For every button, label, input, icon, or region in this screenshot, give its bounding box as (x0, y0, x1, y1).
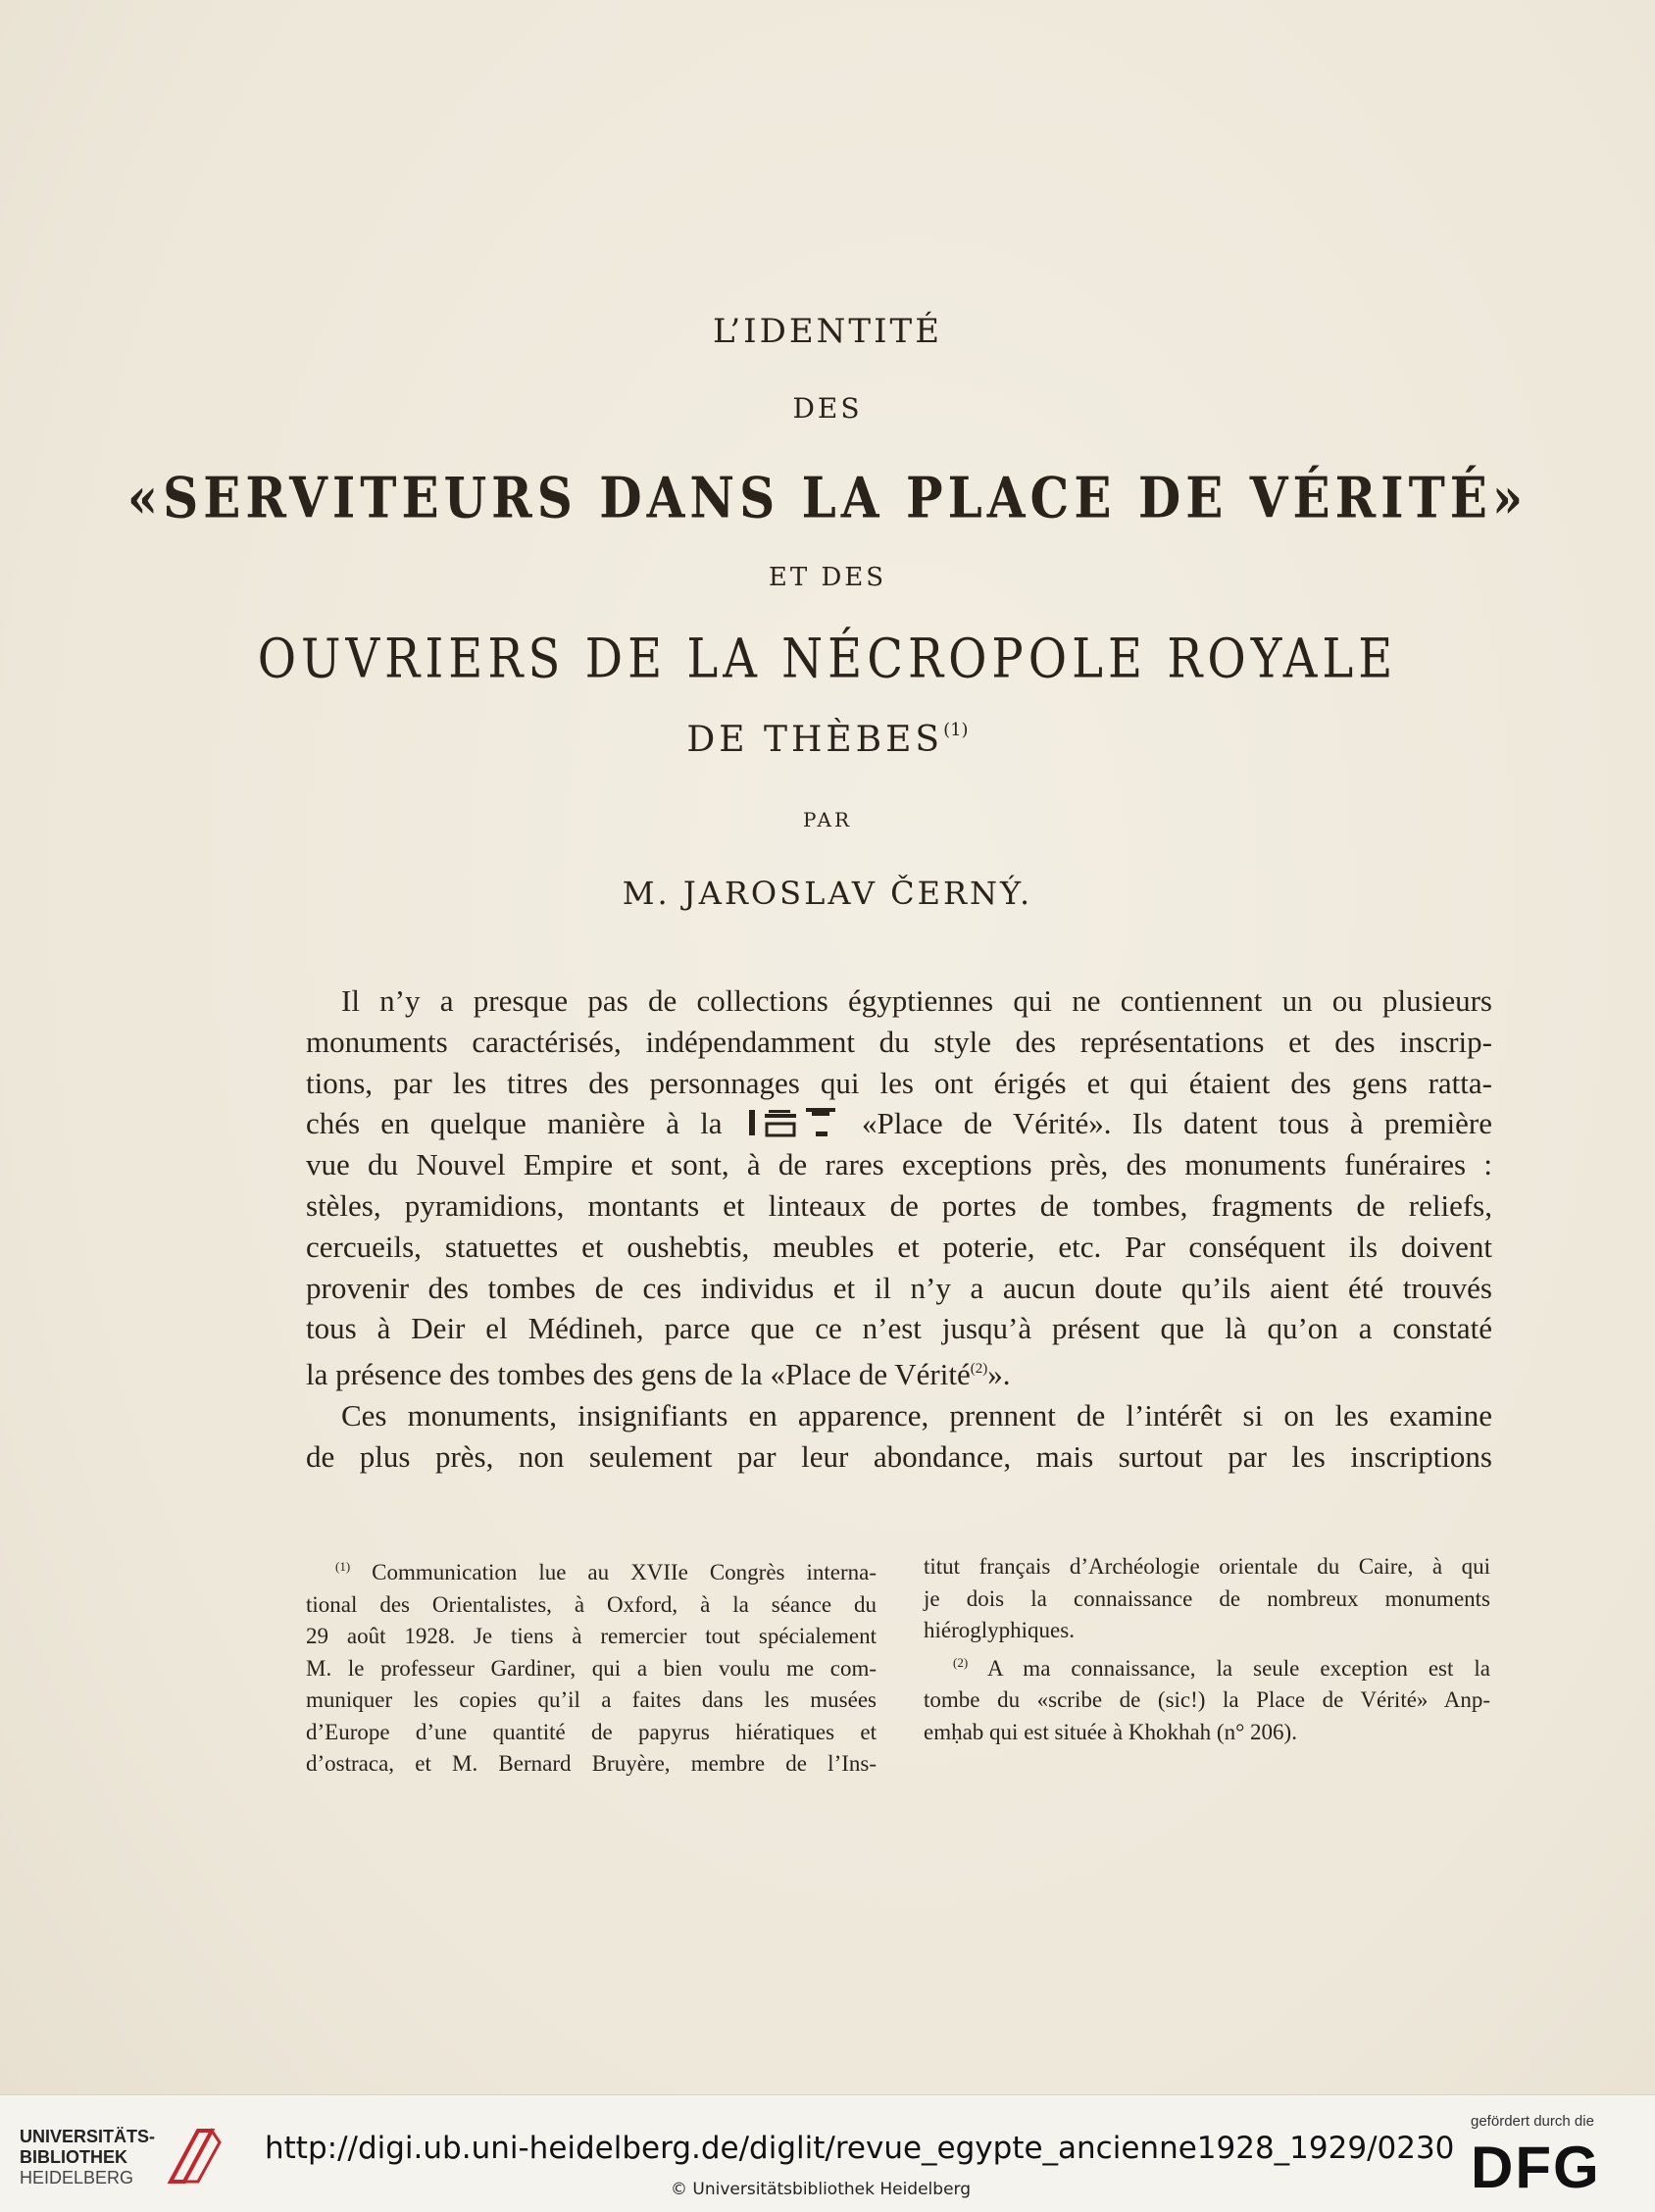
footnote-line: hiéroglyphiques. (924, 1618, 1075, 1642)
title-par: PAR (802, 808, 853, 831)
body-line: Il n’y a presque pas de collections égyptiennes qui ne contiennent un ou plusieurs (341, 983, 1492, 1018)
body-line-part: ». (987, 1357, 1011, 1392)
body-line-part: chés en quelque manière à la (306, 1106, 723, 1141)
footnote-text: A ma connaissance, la seule exception est la (986, 1655, 1491, 1681)
footnote-text: Communication lue au XVIIe Congrès interna- (372, 1560, 878, 1584)
dfg-logo: DFG (1471, 2135, 1601, 2200)
digitization-footer (0, 2094, 1655, 2212)
ub-heidelberg-logo-icon (165, 2123, 224, 2191)
footnote-line: tional des Orientalistes, à Oxford, à la séance du (306, 1591, 877, 1617)
footnote-reference: (2) (970, 1361, 988, 1378)
title-footnote-marker: (1) (943, 720, 969, 740)
body-line: provenir des tombes de ces individus et il n’y a aucun doute qu’ils aient été trouvés (306, 1270, 1492, 1305)
footnote-line: tombe du «scribe de (sic!) la Place de Vérité» Anp- (924, 1687, 1490, 1712)
body-line (306, 1349, 1492, 1395)
footnote-line: d’Europe d’une quantité de papyrus hiératiques et (306, 1719, 877, 1744)
funded-by-label: gefördert durch die (1471, 2113, 1594, 2130)
title-line-ouvriers: OUVRIERS DE LA NÉCROPOLE ROYALE (257, 627, 1398, 691)
library-name-line: HEIDELBERG (20, 2168, 134, 2187)
author-name: M. JAROSLAV ČERNÝ. (622, 875, 1033, 912)
copyright-notice: © Universitätsbibliothek Heidelberg (671, 2180, 972, 2199)
footnote-line: muniquer les copies qu’il a faites dans les musées (306, 1687, 877, 1712)
title-line-des: DES (792, 392, 863, 425)
body-line: monuments caractérisés, indépendamment du style des représentations et des inscrip- (306, 1024, 1492, 1059)
body-line: tous à Deir el Médineh, parce que ce n’est jusqu’à présent que là qu’on a constaté (306, 1311, 1492, 1346)
footnote-marker: (1) (335, 1559, 351, 1574)
library-name (20, 2127, 155, 2188)
document-url-link[interactable]: http://digi.ub.uni-heidelberg.de/diglit/revue_egypte_ancienne1928_1929/0230 (265, 2131, 1455, 2166)
title-thebes-text: DE THÈBES (686, 720, 944, 760)
hieroglyph-icon (743, 1106, 841, 1137)
body-line: stèles, pyramidions, montants et linteaux de portes de tombes, fragments de reliefs, (306, 1187, 1492, 1223)
title-line-thebes (0, 720, 1655, 760)
footnote-line: titut français d’Archéologie orientale du Caire, à qui (924, 1554, 1490, 1579)
body-line-with-hieroglyph (306, 1103, 1492, 1144)
body-line: cercueils, statuettes et oushebtis, meubles et poterie, etc. Par conséquent ils doivent (306, 1229, 1492, 1264)
body-line: tions, par les titres des personnages qui les ont érigés et qui étaient des gens ratta- (306, 1065, 1492, 1100)
library-name-line: UNIVERSITÄTS- (20, 2127, 156, 2146)
body-line-part: «Place de Vérité». Ils datent tous à première (862, 1106, 1493, 1141)
footnote-line: d’ostraca, et M. Bernard Bruyère, membre de l’Ins- (306, 1751, 877, 1776)
footnote-line: je dois la connaissance de nombreux monuments (924, 1585, 1490, 1611)
body-line-part: la présence des tombes des gens de la «Place de Vérité (306, 1357, 971, 1392)
body-line: Ces monuments, insignifiants en apparence, prennent de l’intérêt si on les examine (341, 1397, 1492, 1433)
footnote-line: M. le professeur Gardiner, qui a bien voulu me com- (306, 1655, 877, 1681)
title-line-serviteurs: «SERVITEURS DANS LA PLACE DE VÉRITÉ» (126, 464, 1529, 531)
body-line: vue du Nouvel Empire et sont, à de rares exceptions près, des monuments funéraires : (306, 1147, 1492, 1182)
footnote-marker: (2) (953, 1654, 969, 1670)
article-body (306, 980, 1492, 1478)
footnote-line (924, 1647, 1490, 1685)
footnote-line: 29 août 1928. Je tiens à remercier tout spécialement (306, 1624, 877, 1648)
title-line-et-des: ET DES (768, 563, 887, 592)
footnotes-right-column (924, 1551, 1490, 1748)
footnote-line: emḥab qui est située à Khokhah (n° 206). (924, 1719, 1297, 1744)
footnote-line (306, 1551, 877, 1589)
body-line: de plus près, non seulement par leur abondance, mais surtout par les inscriptions (306, 1438, 1492, 1474)
footnotes-left-column (306, 1551, 877, 1781)
title-line-identite: L’IDENTITÉ (712, 312, 943, 351)
library-name-line: BIBLIOTHEK (20, 2147, 127, 2167)
